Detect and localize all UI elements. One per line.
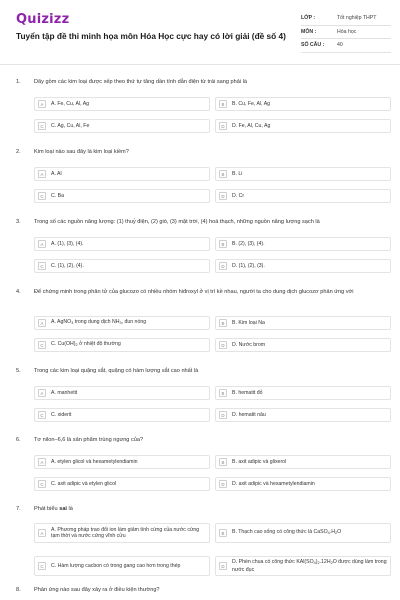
question-number: 3. (16, 219, 21, 225)
option-letter: A (38, 240, 46, 248)
option-d[interactable] (215, 408, 391, 422)
option-a[interactable] (34, 523, 210, 543)
question-text: Tơ nilon–6,6 là sản phẩm trùng ngưng của? (34, 437, 144, 443)
option-letter: B (219, 529, 227, 537)
option-letter: B (219, 458, 227, 466)
option-text: B. axit adipic và glixerol (232, 458, 287, 465)
question-text: Dãy gồm các kim loại được xếp theo thứ tự tăng dần tính dẫn điện từ trái sang phải là (34, 79, 247, 85)
option-text: B. Thạch cao sống có công thức là $CaSO_4.H_2O$ (232, 529, 342, 536)
option-a[interactable] (34, 316, 210, 330)
option-c[interactable] (34, 119, 210, 133)
option-b[interactable] (215, 316, 391, 330)
option-b[interactable] (215, 97, 391, 111)
option-text: C. xiderit (51, 411, 72, 418)
option-letter: D (219, 480, 227, 488)
question-number: 5. (16, 368, 21, 374)
option-text: C. Hàm lượng cacbon có trong gang cao hơn trong thép (51, 562, 181, 569)
option-text: C. $Cu(OH)_2$ ở nhiệt độ thường (51, 341, 121, 348)
option-text: A. Fe, Cu, Al, Ag (51, 100, 90, 107)
option-text: C. Ag, Cu, Al, Fe (51, 122, 90, 129)
option-text: D. Phèn chua có công thức $KAl(SO_4)_2.12H_2O$ được dùng làm trong nước đục (232, 559, 387, 573)
option-letter: C (38, 562, 46, 570)
option-letter: D (219, 341, 227, 349)
option-letter: A (38, 170, 46, 178)
option-c[interactable] (34, 338, 210, 352)
option-text: B. hematit đỏ (232, 389, 263, 396)
question-text: Để chứng minh trong phân tử của glucozo có nhiều nhóm hiđroxyl ở vị trí kề nhau, người ta cho dung dịch glucozơ phản ứng với (34, 289, 354, 295)
option-text: B. Li (232, 170, 243, 177)
option-letter: B (219, 389, 227, 397)
question-text: Phản ứng nào sau đây xảy ra ở điều kiện thường? (34, 587, 160, 593)
option-letter: A (38, 529, 46, 537)
option-d[interactable] (215, 477, 391, 491)
option-text: A. AgNO$_3$ trong dung dịch $NH_3$, đun nóng (51, 319, 147, 326)
option-text: B. Kim loại Na (232, 319, 265, 326)
option-a[interactable] (34, 237, 210, 251)
option-text: A. Al (51, 170, 62, 177)
option-text: A. etylen glicol và hexametylendiamin (51, 458, 138, 465)
question-text: Trong các kim loại quặng sắt, quặng có hàm lượng sắt cao nhất là (34, 368, 199, 374)
option-letter: C (38, 341, 46, 349)
option-c[interactable] (34, 556, 210, 576)
option-a[interactable] (34, 167, 210, 181)
option-a[interactable] (34, 97, 210, 111)
question-text: Trong số các nguồn năng lượng: (1) thuỷ điện, (2) gió, (3) mặt trời, (4) hoá thạch, những nguồn năng lượng sạch là (34, 219, 320, 225)
option-letter: D (219, 262, 227, 270)
option-text: C. axit adipic và etylen glicol (51, 480, 117, 487)
option-letter: B (219, 240, 227, 248)
option-b[interactable] (215, 167, 391, 181)
question-number: 4. (16, 289, 21, 295)
option-d[interactable] (215, 338, 391, 352)
question-number: 8. (16, 587, 21, 593)
option-d[interactable] (215, 119, 391, 133)
header-divider (0, 64, 400, 65)
option-text: A. (1), (3), (4). (51, 240, 84, 247)
option-text: C. Ba (51, 192, 64, 199)
option-a[interactable] (34, 386, 210, 400)
option-text: D. hematit nâu (232, 411, 266, 418)
option-letter: D (219, 562, 227, 570)
option-letter: D (219, 122, 227, 130)
option-b[interactable] (215, 237, 391, 251)
option-a[interactable] (34, 455, 210, 469)
option-letter: A (38, 389, 46, 397)
option-c[interactable] (34, 189, 210, 203)
option-d[interactable] (215, 556, 391, 576)
question-number: 2. (16, 149, 21, 155)
option-letter: D (219, 411, 227, 419)
meta-class: LỚP : Tốt nghiệp THPT (301, 12, 391, 26)
option-b[interactable] (215, 523, 391, 543)
option-c[interactable] (34, 259, 210, 273)
meta-question-count: SỐ CÂU : 40 (301, 39, 391, 53)
worksheet-meta (301, 12, 391, 53)
worksheet-title: Tuyển tập đề thi minh họa môn Hóa Học cực hay có lời giải (đề số 4) (16, 31, 286, 41)
quizizz-logo: Quizizz (16, 12, 70, 27)
option-d[interactable] (215, 259, 391, 273)
question-text: Kim loại nào sau đây là kim loại kiềm? (34, 149, 129, 155)
option-c[interactable] (34, 408, 210, 422)
meta-subject: MÔN : Hóa học (301, 26, 391, 40)
option-letter: D (219, 192, 227, 200)
option-letter: B (219, 100, 227, 108)
question-text: Phát biểu sai là (34, 506, 73, 512)
option-text: B. Cu, Fe, Al, Ag (232, 100, 271, 107)
option-letter: C (38, 192, 46, 200)
option-d[interactable] (215, 189, 391, 203)
option-letter: C (38, 122, 46, 130)
option-text: B. (2), (3), (4). (232, 240, 265, 247)
option-letter: A (38, 458, 46, 466)
option-text: A. manhetit (51, 389, 78, 396)
option-b[interactable] (215, 386, 391, 400)
worksheet-header (0, 0, 400, 64)
option-letter: B (219, 319, 227, 327)
option-letter: A (38, 319, 46, 327)
option-letter: C (38, 262, 46, 270)
question-number: 7. (16, 506, 21, 512)
option-text: D. Fe, Al, Cu, Ag (232, 122, 271, 129)
option-text: D. Nước brom (232, 341, 266, 348)
option-text: D. (1), (2), (3). (232, 262, 265, 269)
question-number: 1. (16, 79, 21, 85)
option-letter: A (38, 100, 46, 108)
option-text: A. Phương pháp trao đổi ion làm giảm tính cứng của nước cứng tạm thời và nước cứng vĩnh cửu (51, 526, 200, 539)
question-number: 6. (16, 437, 21, 443)
option-text: D. axit adipic và hexametylendiamin (232, 480, 315, 487)
option-b[interactable] (215, 455, 391, 469)
option-letter: C (38, 480, 46, 488)
option-text: D. Cr (232, 192, 245, 199)
option-letter: B (219, 170, 227, 178)
option-text: C. (1), (2), (4). (51, 262, 84, 269)
option-letter: C (38, 411, 46, 419)
option-c[interactable] (34, 477, 210, 491)
